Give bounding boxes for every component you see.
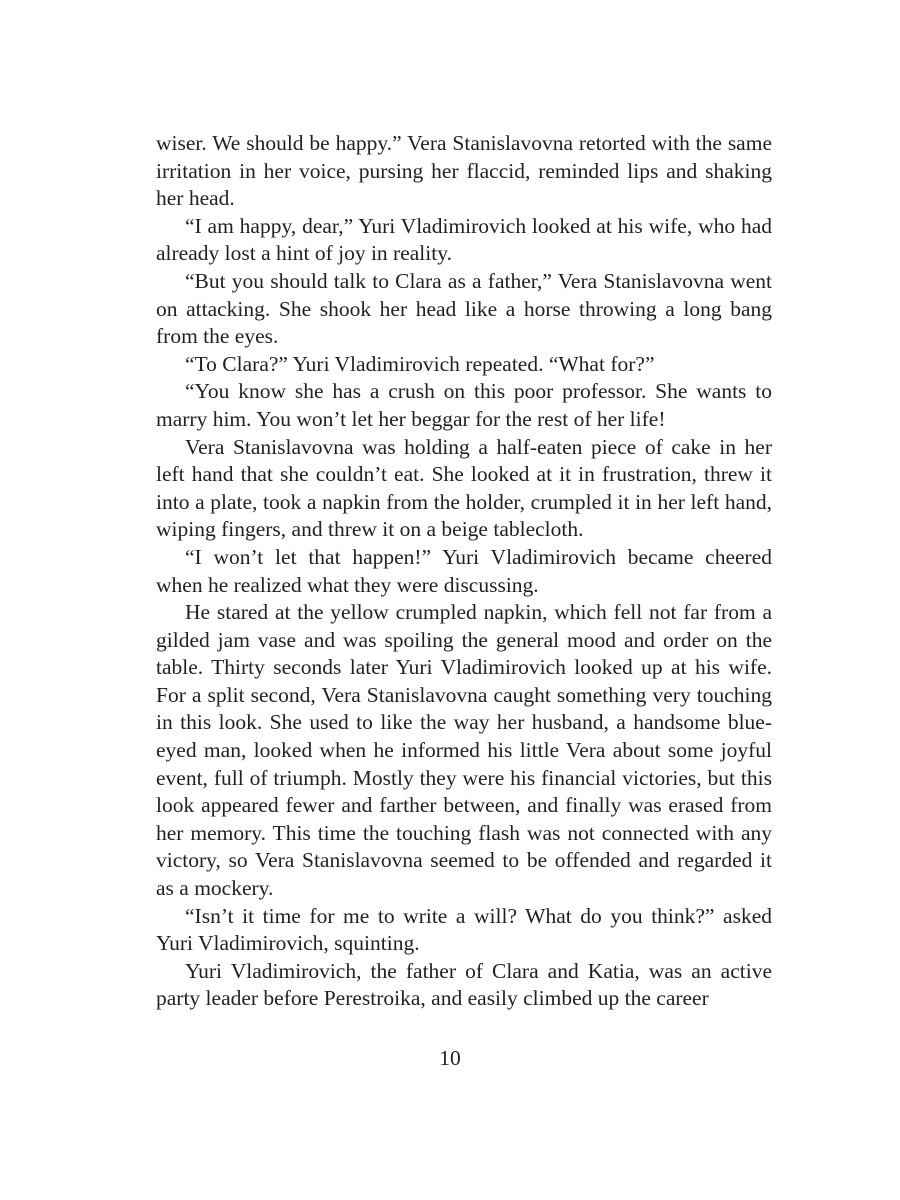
paragraph: “I am happy, dear,” Yuri Vladimirovich looked at his wife, who had already lost a hint of joy in reality. bbox=[156, 213, 772, 266]
paragraph-last: Yuri Vladimirovich, the father of Clara and Katia, was an active party leader before Perestroika, and easily climbed up the career bbox=[156, 958, 772, 1011]
body-text bbox=[156, 130, 772, 1013]
paragraph: “I won’t let that happen!” Yuri Vladimirovich became cheered when he realized what they were discussing. bbox=[156, 544, 772, 597]
paragraph: He stared at the yellow crumpled napkin, which fell not far from a gilded jam vase and was spoiling the general mood and order on the table. Thirty seconds later Yuri Vladimirovich looked up at his wife. For a split second, Vera Stanislavovna caught something very touching in this look. She used to like the way her husband, a handsome blue-eyed man, looked when he informed his little Vera about some joyful event, full of triumph. Mostly they were his financial victories, but this look appeared fewer and farther between, and finally was erased from her memory. This time the touching flash was not connected with any victory, so Vera Stanislavovna seemed to be offended and regarded it as a mockery. bbox=[156, 600, 772, 901]
paragraph: “But you should talk to Clara as a father,” Vera Stanislavovna went on attacking. She shook her head like a horse throwing a long bang from the eyes. bbox=[156, 268, 772, 349]
paragraph: “To Clara?” Yuri Vladimirovich repeated. “What for?” bbox=[185, 351, 655, 376]
paragraph: “Isn’t it time for me to write a will? What do you think?” asked Yuri Vladimirovich, squinting. bbox=[156, 903, 772, 956]
paragraph: Vera Stanislavovna was holding a half-eaten piece of cake in her left hand that she couldn’t eat. She looked at it in frustration, threw it into a plate, took a napkin from the holder, crumpled it in her left hand, wiping fingers, and threw it on a beige tablecloth. bbox=[156, 434, 772, 542]
paragraph: “You know she has a crush on this poor professor. She wants to marry him. You won’t let her beggar for the rest of her life! bbox=[156, 379, 772, 431]
paragraph: wiser. We should be happy.” Vera Stanislavovna retorted with the same irritation in her voice, pursing her flaccid, reminded lips and shaking her head. bbox=[156, 131, 772, 211]
page-number: 10 bbox=[439, 1046, 461, 1070]
